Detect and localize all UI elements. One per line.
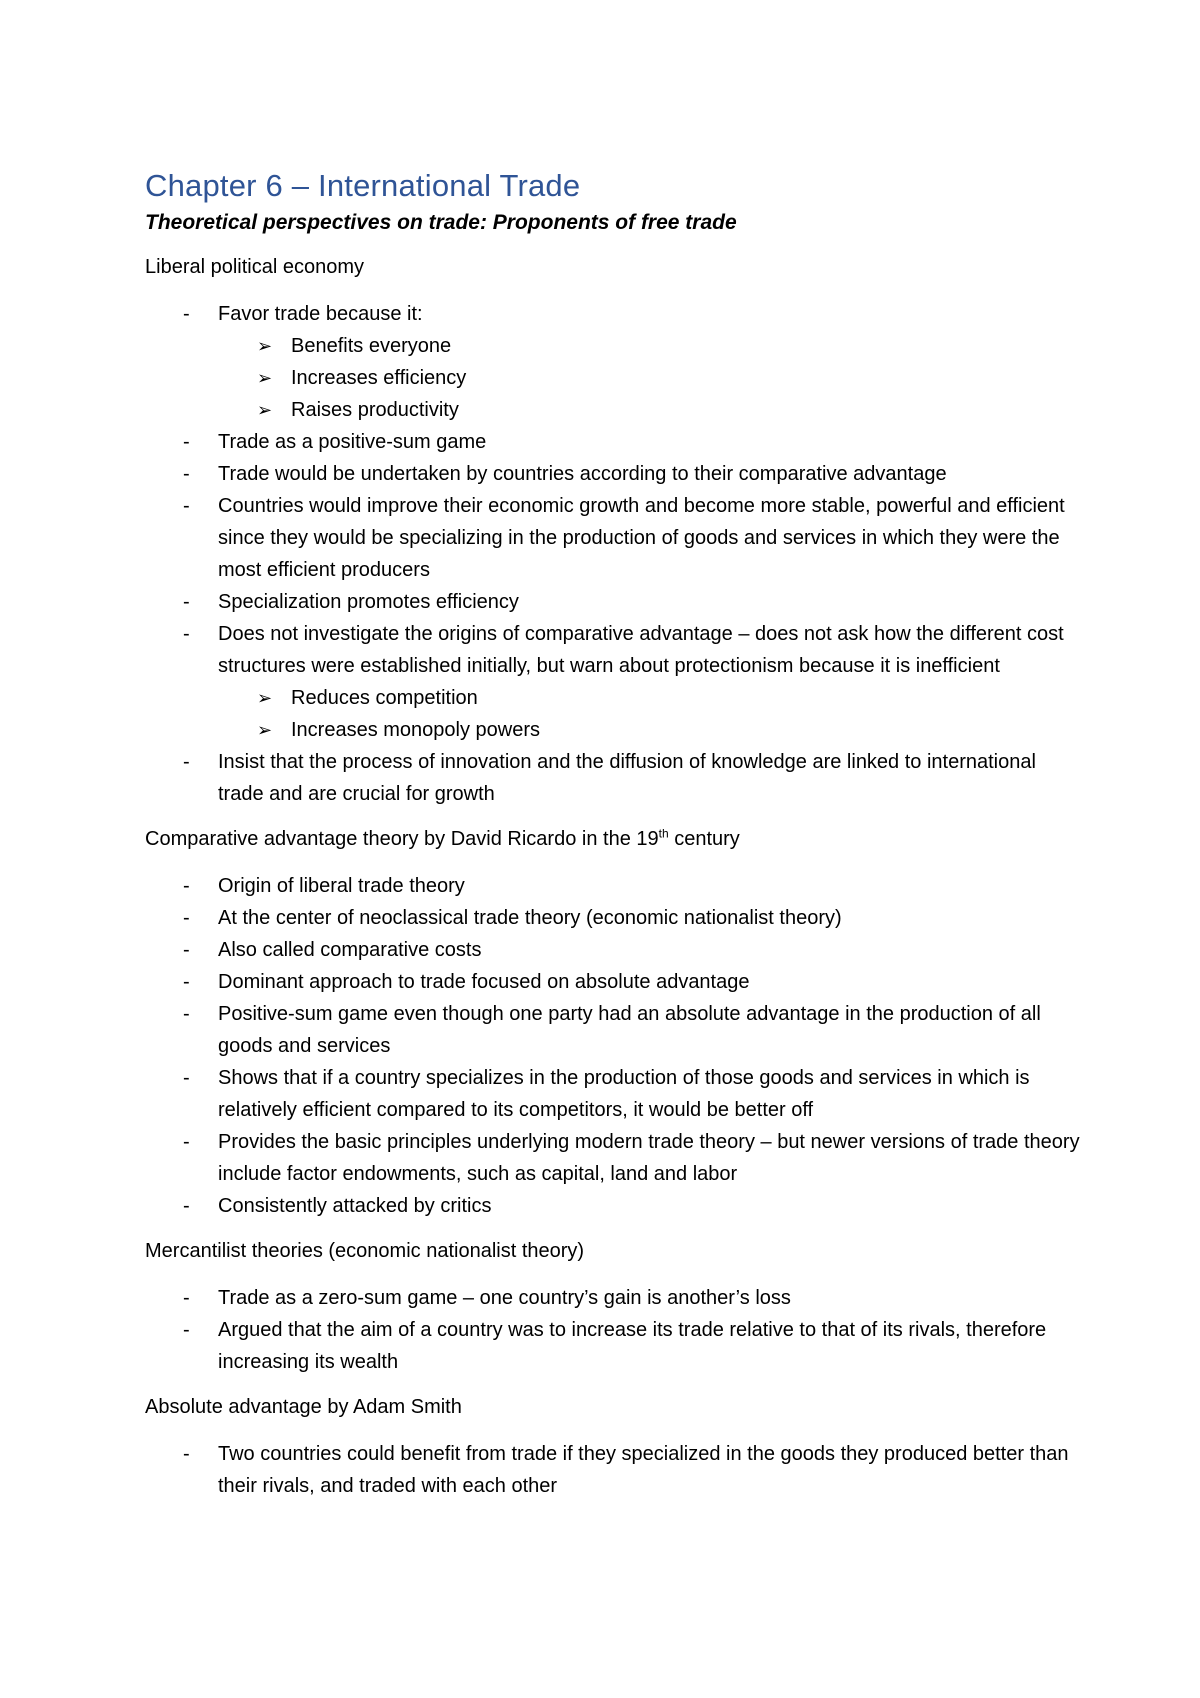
list-item-text: Shows that if a country specializes in the production of those goods and services in which is relatively efficient compared to its competitors, it would be better off bbox=[218, 1067, 1030, 1121]
chapter-title: Chapter 6 – International Trade bbox=[145, 168, 581, 203]
dash-bullet: - bbox=[183, 463, 190, 485]
mercantilist-list bbox=[145, 1282, 1085, 1378]
section-comparative bbox=[145, 824, 1085, 1222]
list-item bbox=[145, 1438, 1085, 1502]
dash-bullet: - bbox=[183, 431, 190, 453]
dash-bullet: - bbox=[183, 1131, 190, 1153]
comparative-heading bbox=[145, 824, 1085, 854]
comparative-heading-end: century bbox=[668, 828, 740, 850]
list-item-text: Consistently attacked by critics bbox=[218, 1195, 492, 1217]
list-item bbox=[145, 426, 1085, 458]
absolute-list bbox=[145, 1438, 1085, 1502]
dash-bullet: - bbox=[183, 623, 190, 645]
sub-item-text: Increases efficiency bbox=[291, 367, 467, 389]
list-item-text: At the center of neoclassical trade theory (economic nationalist theory) bbox=[218, 907, 842, 929]
arrow-bullet-icon: ➢ bbox=[257, 336, 273, 356]
dash-bullet: - bbox=[183, 875, 190, 897]
list-item bbox=[145, 1190, 1085, 1222]
sub-item-text: Benefits everyone bbox=[291, 335, 452, 357]
dash-bullet: - bbox=[183, 1287, 190, 1309]
comparative-heading-text: Comparative advantage theory by David Ricardo in the 19 bbox=[145, 828, 659, 850]
dash-bullet: - bbox=[183, 1067, 190, 1089]
list-item-text: Provides the basic principles underlying modern trade theory – but newer versions of trade theory include factor endowments, such as capital, land and labor bbox=[218, 1131, 1080, 1185]
list-item bbox=[145, 298, 1085, 426]
heading-superscript: th bbox=[658, 826, 669, 841]
list-item-text: Trade as a zero-sum game – one country’s gain is another’s loss bbox=[218, 1287, 791, 1309]
list-item-text: Dominant approach to trade focused on absolute advantage bbox=[218, 971, 750, 993]
section-mercantilist bbox=[145, 1236, 1085, 1378]
arrow-bullet-icon: ➢ bbox=[257, 720, 273, 740]
sub-list-item bbox=[145, 714, 1085, 746]
list-item bbox=[145, 998, 1085, 1062]
list-item-text: Positive-sum game even though one party had an absolute advantage in the production of all goods and services bbox=[218, 1003, 1041, 1057]
sub-item-text: Raises productivity bbox=[291, 399, 459, 421]
list-item bbox=[145, 966, 1085, 998]
list-item bbox=[145, 1062, 1085, 1126]
liberal-heading: Liberal political economy bbox=[145, 256, 365, 278]
sub-list-item bbox=[145, 682, 1085, 714]
list-item bbox=[145, 618, 1085, 746]
list-item bbox=[145, 1282, 1085, 1314]
arrow-bullet-icon: ➢ bbox=[257, 688, 273, 708]
list-item bbox=[145, 1126, 1085, 1190]
dash-bullet: - bbox=[183, 1195, 190, 1217]
list-item-text: Origin of liberal trade theory bbox=[218, 875, 465, 897]
dash-bullet: - bbox=[183, 1003, 190, 1025]
comparative-list bbox=[145, 870, 1085, 1222]
list-item-text: Also called comparative costs bbox=[218, 939, 482, 961]
list-item-text: Favor trade because it: bbox=[218, 303, 423, 325]
list-item bbox=[145, 902, 1085, 934]
dash-bullet: - bbox=[183, 303, 190, 325]
sub-list-item bbox=[145, 394, 1085, 426]
list-item-text: Trade would be undertaken by countries according to their comparative advantage bbox=[218, 463, 947, 485]
dash-bullet: - bbox=[183, 907, 190, 929]
list-item bbox=[145, 1314, 1085, 1378]
arrow-bullet-icon: ➢ bbox=[257, 368, 273, 388]
arrow-bullet-icon: ➢ bbox=[257, 400, 273, 420]
list-item bbox=[145, 870, 1085, 902]
list-item-text: Trade as a positive-sum game bbox=[218, 431, 487, 453]
dash-bullet: - bbox=[183, 591, 190, 613]
dash-bullet: - bbox=[183, 971, 190, 993]
liberal-list bbox=[145, 298, 1085, 810]
list-item bbox=[145, 934, 1085, 966]
protection-sublist bbox=[218, 682, 1085, 746]
document-content bbox=[145, 166, 1085, 1516]
list-item bbox=[145, 586, 1085, 618]
list-item bbox=[145, 490, 1085, 586]
sub-item-text: Increases monopoly powers bbox=[291, 719, 541, 741]
list-item-text: Insist that the process of innovation and the diffusion of knowledge are linked to international trade and are crucial for growth bbox=[218, 751, 1036, 805]
list-item bbox=[145, 458, 1085, 490]
list-item-text: Argued that the aim of a country was to increase its trade relative to that of its rivals, therefore increasing its wealth bbox=[218, 1319, 1047, 1373]
list-item-text: Countries would improve their economic growth and become more stable, powerful and efficient since they would be specializing in the production of goods and services in which they were the most efficient producers bbox=[218, 495, 1065, 581]
list-item-text: Two countries could benefit from trade if they specialized in the goods they produced better than their rivals, and traded with each other bbox=[218, 1443, 1069, 1497]
sub-item-text: Reduces competition bbox=[291, 687, 478, 709]
section-liberal bbox=[145, 252, 1085, 810]
list-item-text: Does not investigate the origins of comparative advantage – does not ask how the different cost structures were established initially, but warn about protectionism because it is inefficient bbox=[218, 623, 1064, 677]
sub-list-item bbox=[145, 330, 1085, 362]
list-item-text: Specialization promotes efficiency bbox=[218, 591, 519, 613]
absolute-heading: Absolute advantage by Adam Smith bbox=[145, 1396, 462, 1418]
sub-list-item bbox=[145, 362, 1085, 394]
dash-bullet: - bbox=[183, 1443, 190, 1465]
dash-bullet: - bbox=[183, 495, 190, 517]
dash-bullet: - bbox=[183, 751, 190, 773]
mercantilist-heading: Mercantilist theories (economic nationalist theory) bbox=[145, 1240, 585, 1262]
favor-sublist bbox=[218, 330, 1085, 426]
section-absolute bbox=[145, 1392, 1085, 1502]
section-subtitle: Theoretical perspectives on trade: Proponents of free trade bbox=[145, 211, 737, 234]
dash-bullet: - bbox=[183, 939, 190, 961]
dash-bullet: - bbox=[183, 1319, 190, 1341]
list-item bbox=[145, 746, 1085, 810]
